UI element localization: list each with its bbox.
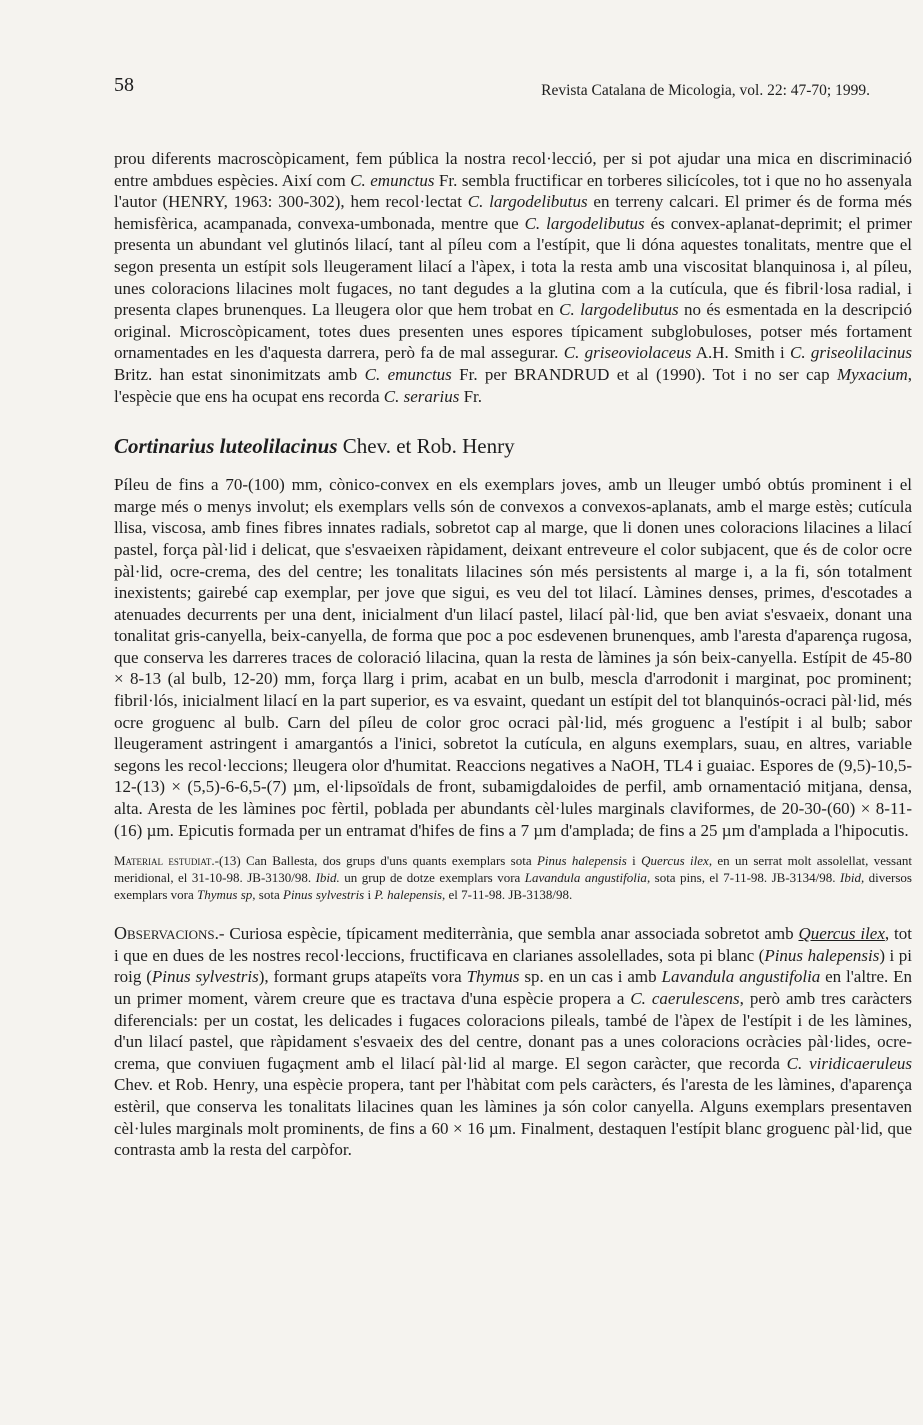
text-run: A.H. Smith i xyxy=(691,343,791,363)
taxon-name: Quercus ilex xyxy=(798,924,885,944)
text-run: és convex-aplanat-deprimit; el primer presenta un abundant vel glutinós lilací, tant al píleu com a l'estípit, que li dóna aquestes tonalitats, mentre que el segon presenta un estípit sols lleugerament lilací a l'àpex, i tota la resta amb una viscositat blanquinosa i, al píleu, unes coloracions lilacines molt fugaces, no tant degudes a la glutina com a la cutícula, que és fibril·losa radial, i presenta clapes brunenques. La lleugera olor que hem trobat en xyxy=(114,213,912,320)
text-run: Fr. per BRANDRUD et al (1990). Tot i no ser cap xyxy=(451,364,837,384)
intro-paragraph xyxy=(114,148,912,407)
text-run: .- Curiosa espècie, típicament mediterrània, que sembla anar associada sobretot amb xyxy=(214,924,799,944)
taxon-name: C. serarius xyxy=(383,386,460,406)
page-number: 58 xyxy=(114,74,134,96)
text-run: , el 7-11-98. JB-3138/98. xyxy=(442,887,573,903)
taxon-name: Lavandula angustifolia xyxy=(524,870,647,886)
taxon-name: Lavandula angustifolia xyxy=(661,967,821,987)
taxon-name: Thymus xyxy=(466,967,520,987)
taxon-name: Myxacium xyxy=(836,364,908,384)
material-label: Material estudiat xyxy=(114,853,212,869)
text-run: Fr. xyxy=(459,386,483,406)
text-run: un grup de dotze exemplars vora xyxy=(339,870,525,886)
text-run: en l'altre. En un primer moment, vàrem creure que es tractava d'una espècie propera a xyxy=(114,967,912,1008)
text-run: , sota xyxy=(252,887,283,903)
text-run: en terreny calcari. El primer és de forma més hemisfèrica, acampanada, convexa-umbonada, mentre que xyxy=(114,192,912,233)
text-run: ), formant grups atapeïts vora xyxy=(258,967,467,987)
running-header xyxy=(114,74,912,114)
text-run: Chev. et Rob. Henry, una espècie propera, tant per l'hàbitat com pels caràcters, és l'aresta de les làmines, d'aparença estèril, que conserva les tonalitats lilacines quan les làmines ja són color canyella. Alguns exemplars presentaven cèl·lules marginals molt prominents, de fins a 60 × 16 µm. Finalment, destaquen l'estípit blanc groguenc pàl·lid, que contrasta amb la resta del carpòfor. xyxy=(114,1075,912,1160)
text-run: i xyxy=(626,853,642,869)
text-run: ) i pi roig ( xyxy=(114,945,912,987)
taxon-name: C. caerulescens xyxy=(630,989,740,1008)
taxon-name: Thymus sp xyxy=(197,887,253,903)
taxon-name: Pinus sylvestris xyxy=(151,967,259,987)
journal-reference: Revista Catalana de Micologia, vol. 22: 47-70; 1999. xyxy=(541,82,870,99)
taxon-name: Ibid. xyxy=(315,870,340,886)
text-run: , però amb tres caràcters diferencials: per un costat, les delicades i fugaces coloracions pileals, també de l'àpex de l'estípit i de les làmines, d'un lilací pastel, que ràpidament s'esvaeix des del centre, donant pas a unes coloracions ocràcies pàl·lides, ocre-crema, que conviuen fugaçment amb el lilací pàl·lid al marge. El segon caràcter, que recorda xyxy=(114,989,912,1073)
text-run: .-(13) Can Ballesta, dos grups d'uns quants exemplars sota xyxy=(211,853,537,869)
text-run: i xyxy=(364,887,375,903)
taxon-name: C. largodelibutus xyxy=(467,192,588,212)
text-run: Fr. sembla fructificar en torberes silicícoles, tot i que no ho assenyala l'autor (HENRY, 1963: 300-302), hem recol·lectat xyxy=(114,170,912,212)
taxon-name: C. griseoviolaceus xyxy=(563,343,692,363)
text-run: , tot i que en dues de les nostres recol·leccions, fructificava en clarianes assolellades, sota pi blanc ( xyxy=(114,924,912,965)
taxon-name: C. griseolilacinus xyxy=(790,343,912,363)
taxon-name: Quercus ilex xyxy=(641,853,709,869)
description-paragraph: Píleu de fins a 70-(100) mm, cònico-convex en els exemplars joves, amb un lleuger umbó obtús prominent i el marge més o menys involut; els exemplars vells són de convexos a convexos-aplanats, amb el marge estès; cutícula llisa, viscosa, amb fines fibres innates radials, sobretot cap al marge, que li donen unes coloracions lilacines a lilací pastel, força pàl·lid i delicat, que s'esvaeixen ràpidament, deixant entreveure el color subjacent, que és de color ocre pàl·lid, ocre-crema, des del centre; les tonalitats lilacines són més persistents al marge i, a la fi, són totalment inexistents; gairebé cap exemplar, per jove que sigui, es veu del tot lilací. Làmines denses, primes, d'escotades a atenuades decurrents per una dent, inicialment d'un lilací pastel, lilací pàl·lid, que ben aviat s'esvaeix, donant una tonalitat gris-canyella, beix-canyella, de forma que poc a poc esdevenen brunenques, amb l'aresta d'aparença rugosa, que conserva les darreres traces de coloració lilacina, quan la resta de làmines ja són beix-canyella. Estípit de 45-80 × 8-13 (al bulb, 12-20) mm, força llarg i prim, acabat en un bulb, mescla d'arrodonit i marginat, poc prominent; fibril·lós, inicialment lilací en la part superior, es va esvaint, quedant un estípit del tot blanquinós-ocraci pàl·lid, més ocre groguenc al bulb. Carn del píleu de color groc ocraci pàl·lid, més groguenc a l'estípit i al bulb; sabor lleugerament astringent i amargantós a l'inici, sobretot la cutícula, en alguns exemplars, suau, en altres, variable segons les recol·leccions; lleugera olor d'humitat. Reaccions negatives a NaOH, TL4 i guaiac. Espores de (9,5)-10,5-12-(13) × (5,5)-6-6,5-(7) µm, el·lipsoïdals de front, subamigdaloides de perfil, amb ornamentació mitjana, densa, alta. Aresta de les làmines poc fèrtil, poblada per abundants cèl·lules marginals claviformes, de 20-30-(60) × 8-11-(16) µm. Epicutis formada per un entramat d'hifes de fins a 7 µm d'amplada; de fins a 25 µm d'amplada a l'hipocutis. xyxy=(114,475,912,840)
species-name: Cortinarius luteolilacinus xyxy=(114,434,338,459)
taxon-name: C. largodelibutus xyxy=(559,300,679,320)
page xyxy=(114,74,912,1161)
text-run: , sota pins, el 7-11-98. JB-3134/98. xyxy=(646,870,840,886)
taxon-name: C. emunctus xyxy=(350,170,435,190)
taxon-name: P. halepensis xyxy=(374,887,443,903)
taxon-name: C. emunctus xyxy=(364,364,452,384)
observations-label: Observacions xyxy=(114,923,215,944)
taxon-name: C. viridicaeruleus xyxy=(786,1053,912,1073)
taxon-name: C. largodelibutus xyxy=(524,213,645,233)
text-run: prou diferents macroscòpicament, fem pública la nostra recol·lecció, per si pot ajudar una mica en discriminació entre ambdues espècies. Així com xyxy=(114,149,912,190)
text-run: Britz. han estat sinonimitzats amb xyxy=(114,364,365,384)
material-studied xyxy=(114,852,912,903)
text-run: no és esmentada en la descripció original. Microscòpicament, totes dues presenten unes espores típicament subglobuloses, potser més fortament ornamentades en les d'aquesta darrera, però fa de mal assegurar. xyxy=(114,300,912,363)
text-run: sp. en un cas i amb xyxy=(519,967,662,987)
species-authors: Chev. et Rob. Henry xyxy=(337,434,515,459)
observations-paragraph xyxy=(114,923,912,1161)
species-heading xyxy=(114,433,912,459)
taxon-name: Pinus halepensis xyxy=(536,853,627,869)
text-run: , l'espècie que ens ha ocupat ens recorda xyxy=(114,364,912,406)
taxon-name: Ibid, xyxy=(840,870,865,886)
text-run: diversos exemplars vora xyxy=(114,870,912,903)
taxon-name: Pinus sylvestris xyxy=(283,887,365,903)
taxon-name: Pinus halepensis xyxy=(764,945,880,965)
text-run: , en un serrat molt assolellat, vessant meridional, el 31-10-98. JB-3130/98. xyxy=(114,853,912,886)
